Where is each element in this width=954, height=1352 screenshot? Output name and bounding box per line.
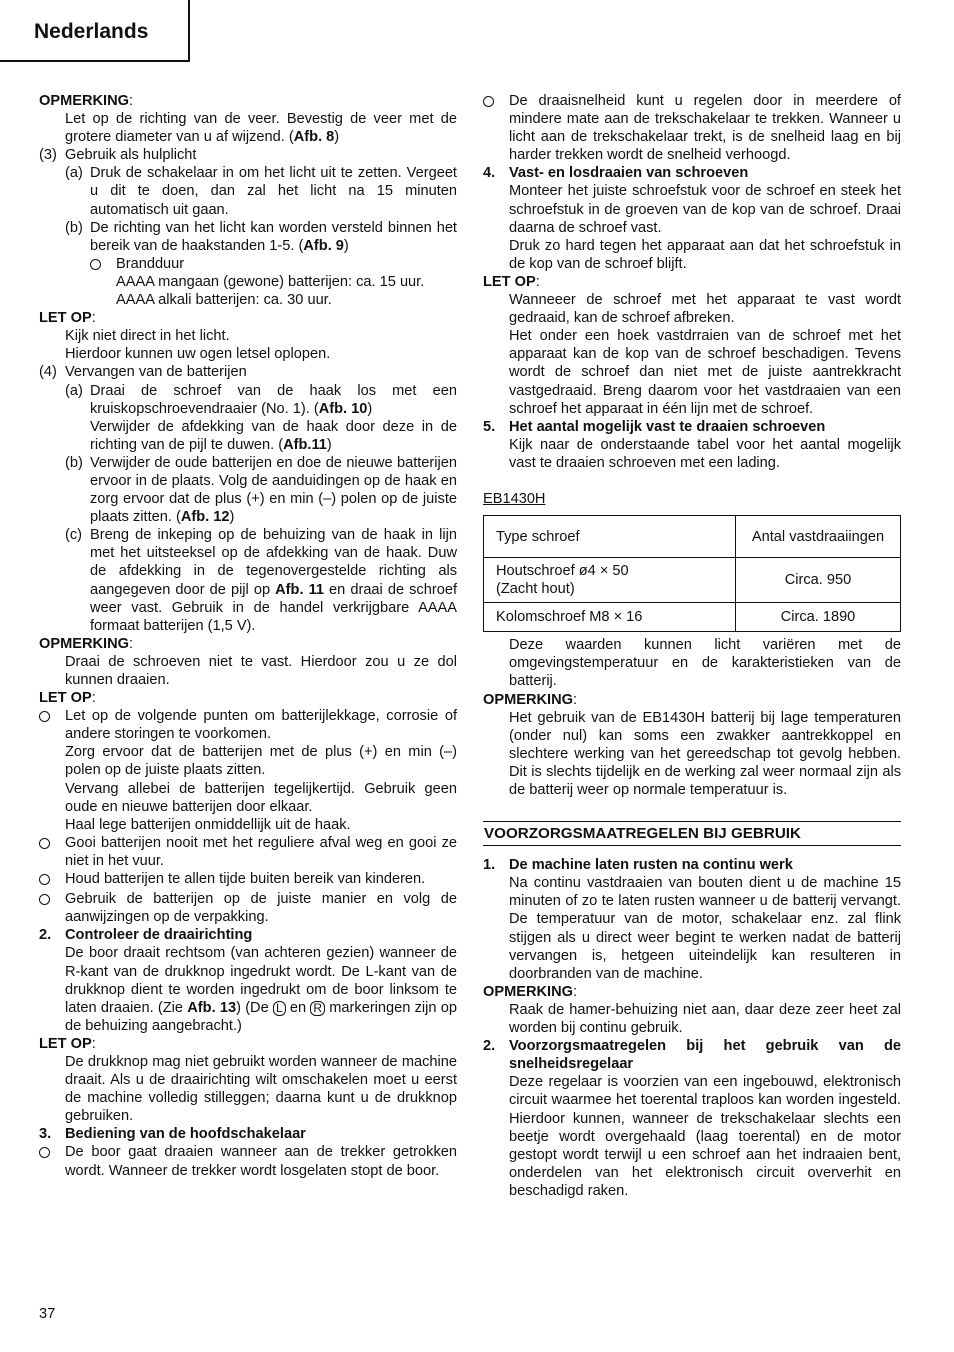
l-marking-icon: L: [273, 1001, 286, 1016]
section-3-main-switch-heading: 3. Bediening van de hoofdschakelaar: [39, 1126, 306, 1143]
caution-right-text-1: Wanneeer de schroef met het apparaat te vast wordt gedraaid, kan de schroef afbreken.: [509, 292, 901, 327]
battery-bullet-1: Let op de volgende punten om batterijlekkage, corrosie of andere storingen te voorkomen. Zorg ervoor dat de batterijen met de plus (+) en min (–) polen op de juiste plaats zitten. Vervang allebei de batterijen tegelijkertijd. Gebruik geen oude en nieuwe batterijen door elkaar. Haal lege batterijen onmiddellijk uit de haak.: [39, 707, 457, 834]
section-4a: (a) Draai de schroef van de haak los met een kruiskopschroevendraaier (No. 1). (Afb. 10) Verwijder de afdekking van de haak door deze in de richting van de pijl te duwen. (Afb.11): [65, 382, 457, 453]
battery-bullet-2: Gooi batterijen nooit met het reguliere afval weg en gooi ze niet in het vuur.: [39, 834, 457, 870]
section-4-screws-heading: 4. Vast- en losdraaien van schroeven: [483, 165, 749, 182]
bullet-circle-icon: [39, 1147, 50, 1158]
note-heading: OPMERKING:: [39, 93, 134, 109]
section-2-text: De boor draait rechtsom (van achteren gezien) wanneer de R-kant van de drukknop ingedrukt wordt. De L-kant van de drukknop dient te worden ingedrukt om de boor linksom te laten draaien. (Zie Afb. 13) (De L en R markeringen zijn op de behuizing aangebracht.): [65, 945, 457, 1034]
left-column: [39, 92, 457, 1180]
burn-time-title: Brandduur: [116, 255, 185, 272]
r-marking-icon: R: [310, 1001, 325, 1016]
table-cell-column-screw: Kolomschroef M8 × 16: [484, 603, 736, 632]
section-4-heading: (4) Vervangen van de batterijen: [39, 364, 247, 381]
battery-bullet-4: Gebruik de batterijen op de juiste manier en volg de aanwijzingen op de verpakking.: [39, 890, 457, 926]
precautions-section-title: VOORZORGSMAATREGELEN BIJ GEBRUIK: [483, 821, 901, 846]
precaution-2-heading: 2. Voorzorgsmaatregelen bij het gebruik van de snelheidsregelaar: [483, 1038, 901, 1073]
note-text-2: Draai de schroeven niet te vast. Hierdoor zou u ze dol kunnen draaien.: [65, 653, 457, 688]
precaution-1-heading: 1. De machine laten rusten na continu werk: [483, 857, 793, 874]
table-cell-soft-wood: (Zacht hout): [496, 581, 575, 598]
section-2-heading: 2. Controleer de draairichting: [39, 927, 253, 944]
section-5-heading: 5. Het aantal mogelijk vast te draaien schroeven: [483, 418, 826, 435]
caution-heading-right: LET OP:: [483, 273, 540, 290]
table-row: [484, 558, 901, 603]
battery-bullet-3: Houd batterijen te allen tijde buiten bereik van kinderen.: [39, 870, 457, 890]
note-text: Let op de richting van de veer. Bevestig de veer met de grotere diameter van u af wijzend. (Afb. 8): [65, 111, 457, 146]
main-switch-bullet: De boor gaat draaien wanneer aan de trekker getrokken wordt. Wanneer de trekker wordt losgelaten stopt de boor.: [39, 1143, 457, 1179]
bullet-circle-icon: [39, 894, 50, 905]
screws-text-2: Druk zo hard tegen het apparaat aan dat het schroefstuk in de kop van de schroef blijft.: [509, 237, 901, 272]
precaution-2-text: Deze regelaar is voorzien van een ingebouwd, elektronisch circuit waarmee het toerental traploos kan worden ingesteld. Hierdoor kunnen, wanneer de trekschakelaar slechts een beetje wordt overgehaald (laag toerental) en de motor gestopt wordt terwijl u een schroef aan het indraaien bent, onderdelen van het elektronisch circuit oververhit en beschadigd raken.: [509, 1074, 901, 1199]
model-label: EB1430H: [483, 490, 546, 507]
bullet-circle-icon: [39, 874, 50, 885]
table-header-count: Antal vastdraaiingen: [736, 516, 901, 558]
section-3b: (b) De richting van het licht kan worden versteld binnen het bereik van de haakstanden 1-5. (Afb. 9): [65, 219, 457, 254]
burn-time-block: [39, 255, 457, 309]
bullet-circle-icon: [39, 711, 50, 722]
caution-heading-3: LET OP:: [39, 1035, 96, 1052]
note-right-text-2: Raak de hamer-behuizing niet aan, daar deze zeer heet zal worden bij continu gebruik.: [509, 1001, 901, 1037]
section-3-heading: (3) Gebruik als hulplicht: [39, 147, 197, 164]
caution-text-1: Kijk niet direct in het licht.: [65, 328, 230, 345]
burn-time-manganese: AAAA mangaan (gewone) batterijen: ca. 15 uur.: [116, 273, 425, 290]
table-cell-column-count: Circa. 1890: [736, 603, 901, 632]
bullet-circle-icon: [90, 259, 101, 270]
section-5-text: Kijk naar de onderstaande tabel voor het aantal mogelijk vast te draaien schroeven met een lading.: [509, 436, 901, 471]
caution-heading-2: LET OP:: [39, 690, 96, 707]
language-title: Nederlands: [34, 20, 149, 43]
precaution-1-text: Na continu vastdraaien van bouten dient u de machine 15 minuten of zo te laten rusten wanneer u de batterij vervangt. De temperatuur van de motor, schakelaar enz. zal flink stijgen als u direct weer begint te werken nadat de batterij vervangen is, hetgeen uiteindelijk kan resulteren in doorbranden van de machine.: [509, 875, 901, 982]
note-heading-right: OPMERKING:: [483, 691, 578, 708]
table-cell-wood-count: Circa. 950: [736, 558, 901, 603]
table-header-row: [484, 516, 901, 558]
caution-heading: LET OP:: [39, 310, 96, 327]
caution-text-3: De drukknop mag niet gebruikt worden wanneer de machine draait. Als u de draairichting wilt omschakelen moet u eerst de machine volledig stilleggen; daarna kunt u de drukknop gebruiken.: [65, 1053, 457, 1125]
right-column: [483, 92, 901, 1200]
note-heading-2: OPMERKING:: [39, 635, 134, 652]
caution-text-2: Hierdoor kunnen uw ogen letsel oplopen.: [65, 346, 331, 363]
page-number: 37: [39, 1306, 56, 1322]
table-header-type: Type schroef: [484, 516, 736, 558]
language-tab: [0, 0, 190, 62]
caution-right-text-2: Het onder een hoek vastdrraien van de schroef met het apparaat kan de kop van de schroef beschadigen. Tevens wordt de schroef dan niet met de juiste aantrekkracht vastgedraaid. Breng daarom voor het vastdraaien van een schroef het apparaat in één lijn met de schroef.: [509, 328, 901, 417]
section-4b: (b) Verwijder de oude batterijen en doe de nieuwe batterijen ervoor in de plaats. Volg de aanduidingen op de haak en zorg ervoor dat de plus (+) en min (–) polen op de juiste plaats zitten. (Afb. 12): [65, 454, 457, 526]
note-heading-right-2: OPMERKING:: [483, 983, 578, 1000]
bullet-circle-icon: [483, 96, 494, 107]
section-3a: (a) Druk de schakelaar in om het licht uit te zetten. Vergeet u dit te doen, dan zal het licht na 15 minuten automatisch uit gaan.: [65, 165, 457, 218]
burn-time-alkaline: AAAA alkali batterijen: ca. 30 uur.: [116, 292, 332, 309]
screw-count-table: [483, 515, 901, 632]
section-4c: (c) Breng de inkeping op de behuizing van de haak in lijn met het uitsteeksel op de afdekking van de haak. Duw de afdekking in de tegenovergestelde richting als aangegeven door de pijl op Afb. 11 en draai de schroef weer vast. Gebruik in de handel verkrijgbare AAAA formaat batterijen (1,5 V).: [65, 527, 457, 634]
bullet-circle-icon: [39, 838, 50, 849]
table-note: Deze waarden kunnen licht variëren met de omgevingstemperatuur en de karakteristieken van de batterij.: [509, 637, 901, 690]
table-row: [484, 603, 901, 632]
note-right-text: Het gebruik van de EB1430H batterij bij lage temperaturen (onder nul) kan soms een zwakker aantrekkoppel en slechtere werking van het gereedschap tot gevolg hebben. Dit is slechts tijdelijk en de werking zal weer normaal zijn als de batterij weer op normale temperatuur is.: [509, 709, 901, 798]
speed-bullet: De draaisnelheid kunt u regelen door in meerdere of mindere mate aan de trekschakelaar te trekken. Wanneer u licht aan de trekschakelaar trekt, is de snelheid laag en bij harder trekken wordt de snelheid verhoogd.: [483, 92, 901, 164]
table-cell-wood-screw: Houtschroef ø4 × 50: [496, 563, 629, 580]
screws-text-1: Monteer het juiste schroefstuk voor de schroef en steek het schroefstuk in de groeven van de kop van de schroef. Draai daarna de schroef vast.: [509, 183, 901, 236]
